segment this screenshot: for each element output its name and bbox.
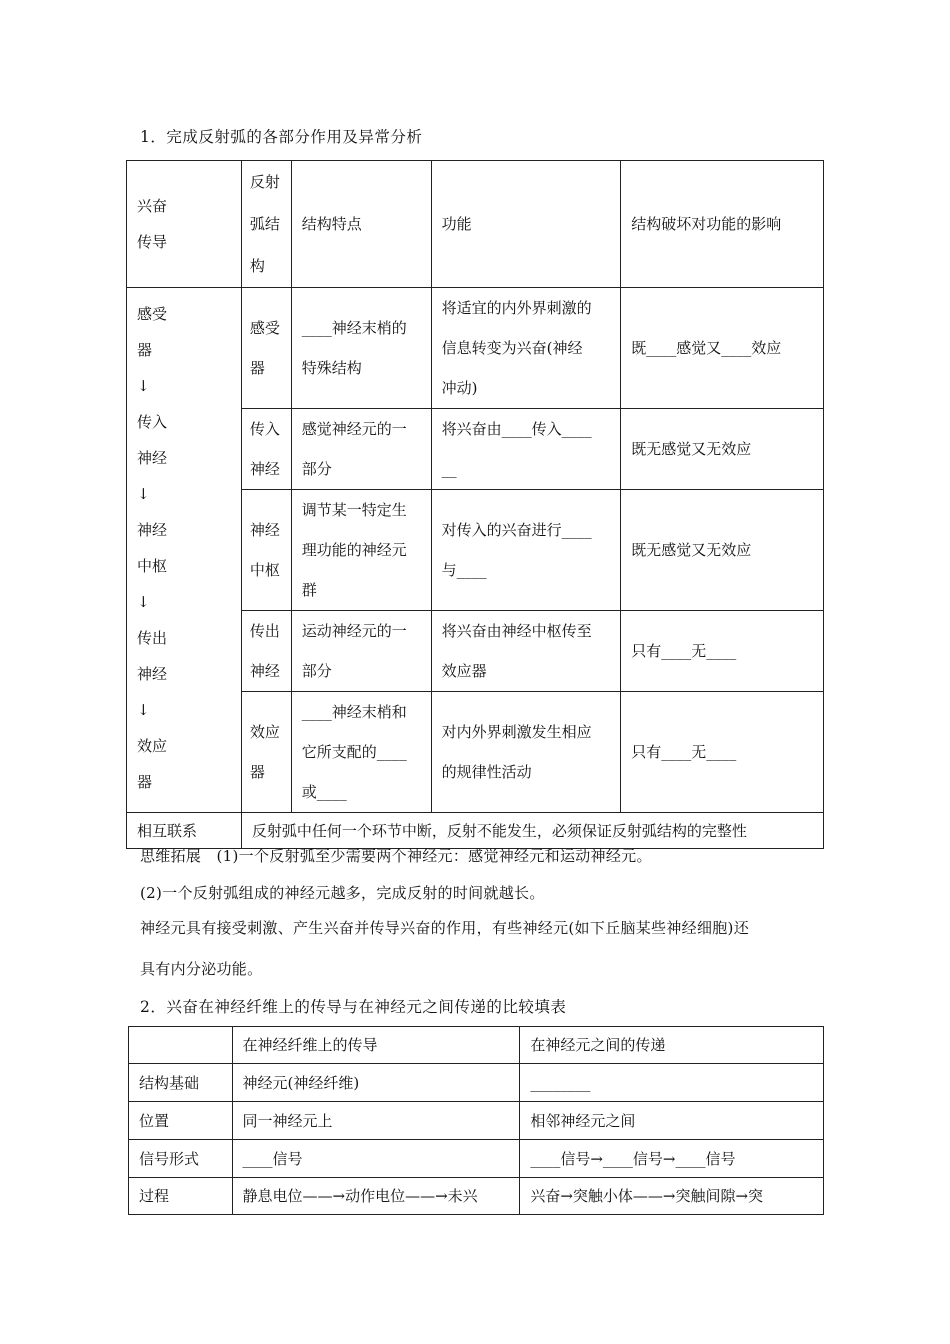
function-text: 与____ [441,561,487,579]
row-feature [291,611,431,692]
row-name [241,409,291,490]
row-name-text: 器 [249,763,265,781]
feature-text: 它所支配的____ [301,743,407,761]
notes-line-1: 思维拓展 (1)一个反射弧至少需要两个神经元：感觉神经元和运动神经元。 [140,847,652,865]
row-cell: 兴奋→突触小体——→突触间隙→突 [520,1178,824,1215]
table-row [129,1102,824,1140]
row-name-text: 器 [249,359,265,377]
flow-text: 效应 [137,737,168,755]
feature-text: 理功能的神经元 [301,541,407,559]
flow-text: 神经 [137,521,168,539]
row-name-text: 效应 [249,723,280,741]
notes-line-2: (2)一个反射弧组成的神经元越多，完成反射的时间就越长。 [140,884,545,902]
row-cell: ________ [520,1064,824,1102]
table-header-row [127,161,824,288]
notes-line-4: 具有内分泌功能。 [140,960,263,978]
flow-text: 神经 [137,665,168,683]
table-row [129,1178,824,1215]
header-function: 功能 [431,161,621,288]
row-cell: 相邻神经元之间 [520,1102,824,1140]
down-arrow-icon: ↓ [137,377,150,395]
row-cell: 神经元(神经纤维) [232,1064,520,1102]
effect-text: 只有____无____ [631,743,737,761]
effect-text: 既无感觉又无效应 [631,541,752,559]
row-feature [291,288,431,409]
header-arc-structure [241,161,291,288]
row-effect [621,409,824,490]
row-cell: ____信号 [232,1140,520,1178]
down-arrow-icon: ↓ [137,593,150,611]
flow-text: 器 [137,341,153,359]
row-name-text: 神经 [249,521,280,539]
effect-text: 只有____无____ [631,642,737,660]
row-cell: 同一神经元上 [232,1102,520,1140]
row-name-text: 传出 [249,622,280,640]
header-excitation-conduction [127,161,242,288]
row-effect [621,490,824,611]
function-text: 效应器 [441,662,487,680]
flow-text: 神经 [137,449,168,467]
header-structure-feature: 结构特点 [291,161,431,288]
row-cell: 静息电位——→动作电位——→未兴 [232,1178,520,1215]
effect-text: 既____感觉又____效应 [631,339,782,357]
feature-text: 感觉神经元的一 [301,420,407,438]
function-text: __ [441,460,457,478]
feature-text: 群 [301,581,317,599]
function-text: 对传入的兴奋进行____ [441,521,592,539]
effect-text: 既无感觉又无效应 [631,440,752,458]
row-function [431,409,621,490]
header-damage-effect: 结构破坏对功能的影响 [621,161,824,288]
row-name-text: 神经 [249,460,280,478]
header-text: 弧结 [249,215,280,233]
flow-text: 感受 [137,305,168,323]
row-name-text: 感受 [249,319,280,337]
row-function [431,692,621,813]
relation-label: 相互联系 [127,813,242,849]
flow-text: 器 [137,773,153,791]
header-text: 反射 [249,173,280,191]
feature-text: 调节某一特定生 [301,501,407,519]
feature-text: 部分 [301,662,332,680]
reflex-arc-table [126,160,824,849]
header-text: 兴奋 [137,197,168,215]
flow-text: 中枢 [137,557,168,575]
table-row [129,1064,824,1102]
row-name-text: 传入 [249,420,280,438]
header-synapse: 在神经元之间的传递 [520,1027,824,1064]
row-feature [291,409,431,490]
feature-text: 运动神经元的一 [301,622,407,640]
feature-text: 特殊结构 [301,359,362,377]
relation-text: 反射弧中任何一个环节中断，反射不能发生，必须保证反射弧结构的完整性 [241,813,823,849]
row-function [431,288,621,409]
flow-column [127,288,242,813]
feature-text: ____神经末梢的 [301,319,407,337]
table-header-row [129,1027,824,1064]
function-text: 冲动) [441,379,478,397]
table-row-relation [127,813,824,849]
function-text: 信息转变为兴奋(神经 [441,339,583,357]
function-text: 的规律性活动 [441,763,532,781]
flow-text: 传入 [137,413,168,431]
row-label: 信号形式 [129,1140,233,1178]
row-effect [621,611,824,692]
feature-text: ____神经末梢和 [301,703,407,721]
row-name [241,611,291,692]
function-text: 将兴奋由____传入____ [441,420,592,438]
flow-text: 传出 [137,629,168,647]
row-name-text: 神经 [249,662,280,680]
feature-text: 部分 [301,460,332,478]
table-row [129,1140,824,1178]
row-function [431,490,621,611]
comparison-table [128,1026,824,1215]
row-name-text: 中枢 [249,561,280,579]
down-arrow-icon: ↓ [137,701,150,719]
row-label: 过程 [129,1178,233,1215]
row-name [241,490,291,611]
row-effect [621,288,824,409]
row-function [431,611,621,692]
row-feature [291,692,431,813]
header-text: 传导 [137,233,168,251]
function-text: 将兴奋由神经中枢传至 [441,622,592,640]
row-name [241,692,291,813]
table-row-receptor [127,288,824,409]
row-effect [621,692,824,813]
header-text: 构 [249,257,265,275]
notes-line-3: 神经元具有接受刺激、产生兴奋并传导兴奋的作用，有些神经元(如下丘脑某些神经细胞)还 [140,919,750,937]
row-cell: ____信号→____信号→____信号 [520,1140,824,1178]
header-fiber: 在神经纤维上的传导 [232,1027,520,1064]
row-label: 位置 [129,1102,233,1140]
row-feature [291,490,431,611]
question-2-heading: 2．兴奋在神经纤维上的传导与在神经元之间传递的比较填表 [140,998,567,1016]
feature-text: 或____ [301,783,347,801]
question-1-heading: 1．完成反射弧的各部分作用及异常分析 [140,128,423,146]
function-text: 对内外界刺激发生相应 [441,723,592,741]
function-text: 将适宜的内外界刺激的 [441,299,592,317]
row-name [241,288,291,409]
down-arrow-icon: ↓ [137,485,150,503]
row-label: 结构基础 [129,1064,233,1102]
header-empty [129,1027,233,1064]
